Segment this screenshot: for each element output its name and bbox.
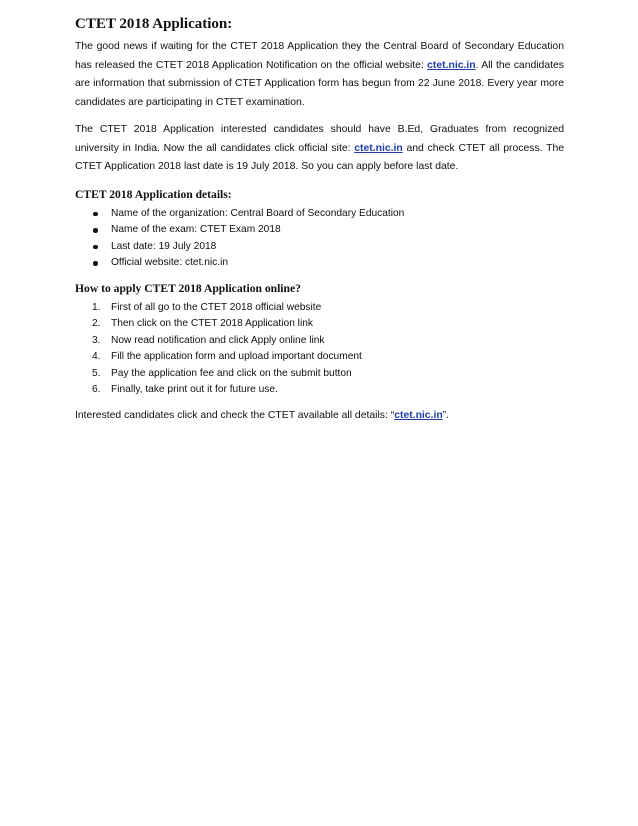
bullet-icon [93,212,98,217]
list-item [75,222,564,239]
closing-text-end: ”. [442,409,450,421]
eligibility-paragraph [75,121,564,177]
step-number: 3. [92,334,101,346]
intro-text-start: The good news if waiting for the CTET 2018 Application they the Central Board of Secondary Education has released the CTET 2018 Application Notification on the official website: [75,41,564,71]
bullet-icon [93,228,98,233]
apply-heading: How to apply CTET 2018 Application online? [75,281,301,295]
bullet-icon [93,261,98,266]
list-item [75,239,564,256]
step-text: Now read notification and click Apply online link [111,334,325,346]
list-item [75,349,564,366]
intro-text-end: . All the candidates are information that submission of CTET Application form has begun from 22 June 2018. Every year more candidates are participating in CTET examination. [75,59,564,108]
list-item [75,300,564,317]
list-item-text: Name of the organization: Central Board of Secondary Education [111,207,405,219]
step-number: 1. [92,301,101,313]
list-item [75,333,564,350]
step-text: Finally, take print out it for future use. [111,384,278,395]
bullet-icon [93,245,98,250]
list-item-text: Official website: ctet.nic.in [111,257,229,268]
official-site-link[interactable]: ctet.nic.in [354,142,403,154]
step-text: First of all go to the CTET 2018 official website [111,301,322,313]
step-text: Pay the application fee and click on the submit button [111,367,352,379]
details-heading: CTET 2018 Application details: [75,187,232,201]
list-item [75,382,564,399]
details-list [75,206,564,272]
list-item [75,316,564,333]
official-site-link[interactable]: ctet.nic.in [394,409,443,421]
list-item [75,255,564,272]
step-text: Then click on the CTET 2018 Application link [111,318,313,329]
list-item [75,206,564,223]
list-item-text: Name of the exam: CTET Exam 2018 [111,224,281,235]
closing-text-start: Interested candidates click and check the CTET available all details: “ [75,409,395,421]
document-page [75,14,564,434]
steps-list [75,300,564,399]
intro-paragraph [75,38,564,112]
step-number: 5. [92,367,101,379]
closing-paragraph [75,407,564,426]
step-number: 6. [92,384,101,395]
step-text: Fill the application form and upload important document [111,351,362,362]
step-number: 2. [92,318,101,329]
official-site-link[interactable]: ctet.nic.in [427,59,476,71]
list-item-text: Last date: 19 July 2018 [111,240,217,252]
step-number: 4. [92,351,101,362]
eligibility-text-start: The CTET 2018 Application interested candidates should have B.Ed, Graduates from recognized university in India. Now the all candidates click official site: [75,124,564,154]
list-item [75,366,564,383]
page-title: CTET 2018 Application: [75,16,233,32]
eligibility-text-end: and check CTET all process. The CTET Application 2018 last date is 19 July 2018. So you can apply before last date. [75,142,564,172]
